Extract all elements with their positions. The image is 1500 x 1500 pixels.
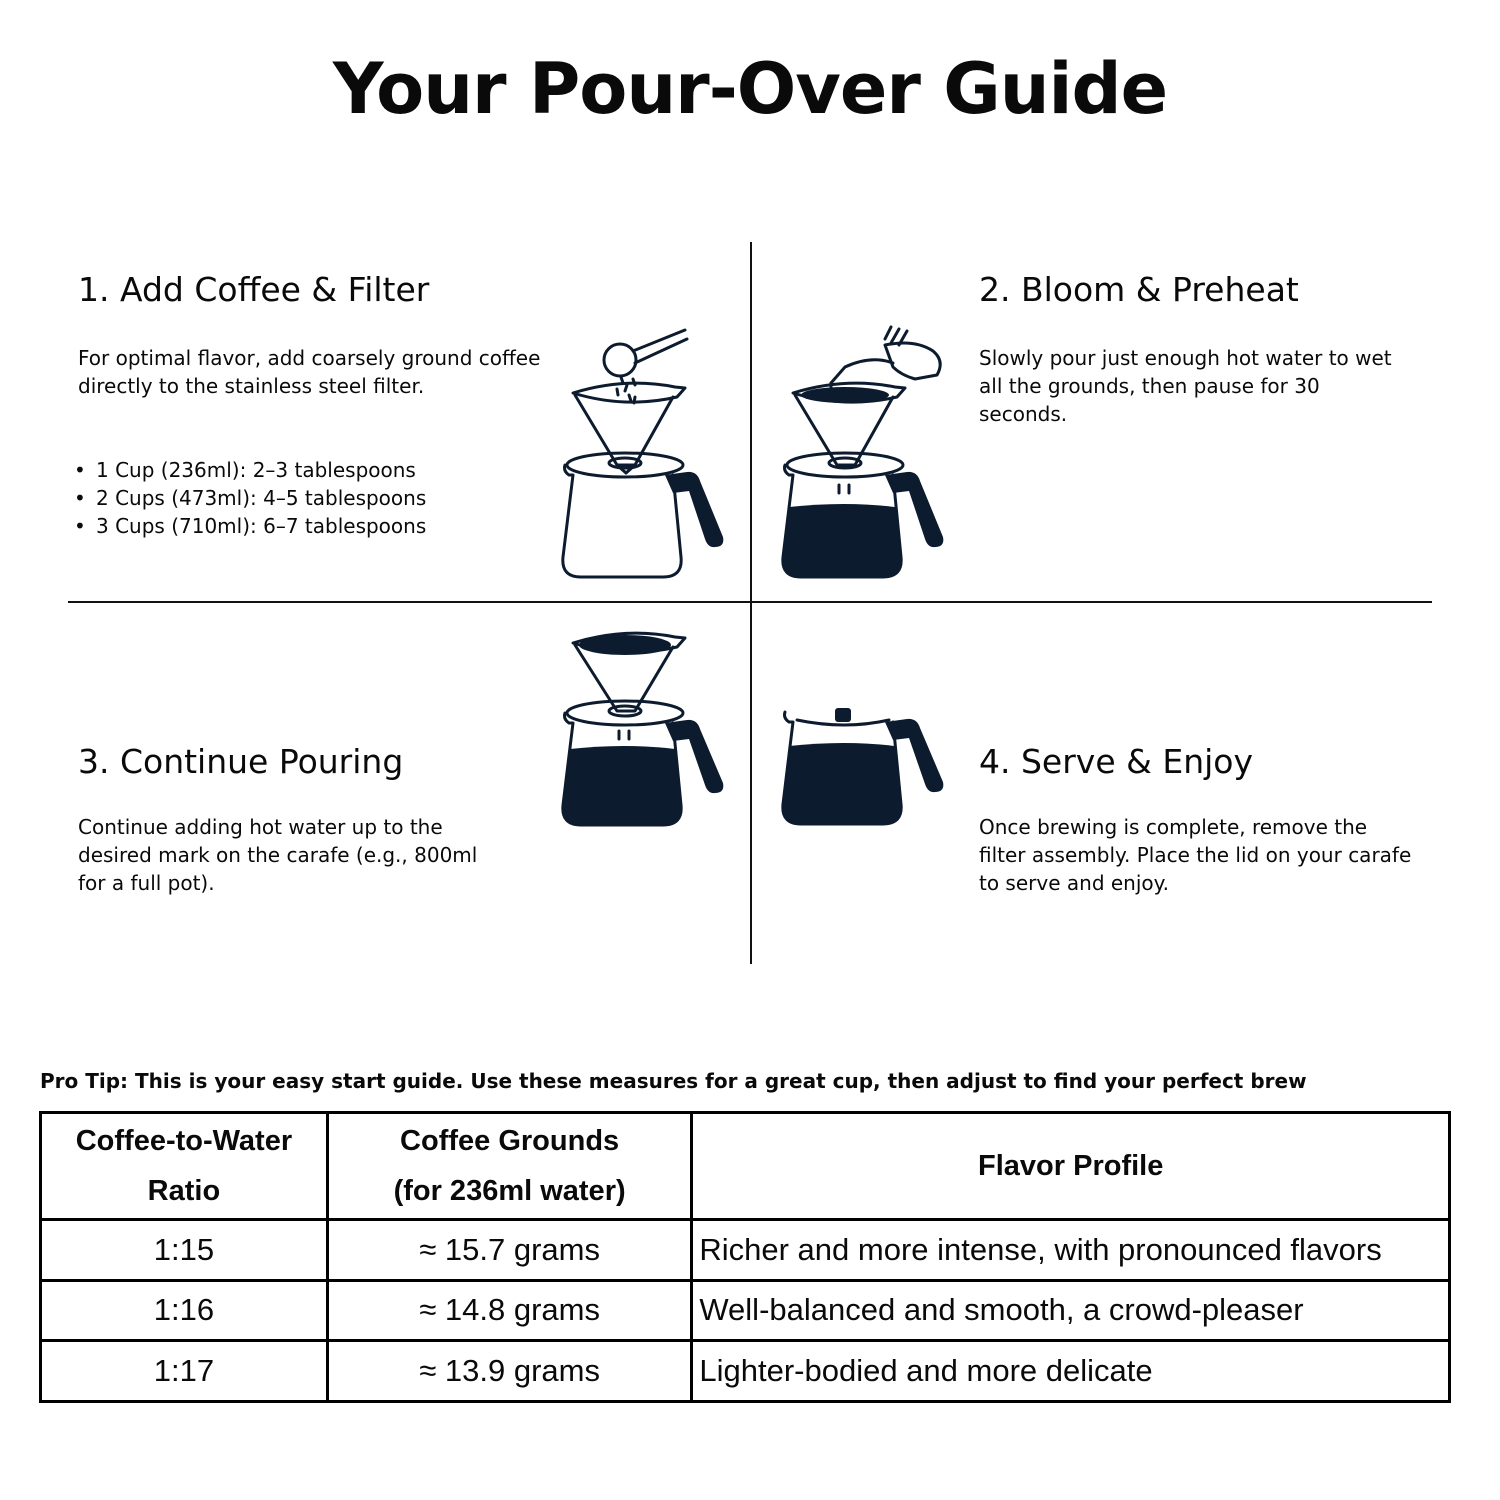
pro-tip: Pro Tip: This is your easy start guide. Use these measures for a great cup, then adjust to find your perfect brew: [40, 1069, 1307, 1093]
step-3-text: Continue adding hot water up to the desired mark on the carafe (e.g., 800ml for a full pot).: [78, 815, 478, 895]
step-1-bullet-list: [74, 456, 426, 540]
step-2-title: 2. Bloom & Preheat: [979, 270, 1299, 309]
vertical-divider: [750, 242, 752, 964]
header-flavor: Flavor Profile: [692, 1113, 1450, 1220]
table-row: [41, 1220, 1450, 1281]
bullet-item: • 2 Cups (473ml): 4–5 tablespoons: [74, 484, 426, 512]
step-2-text: Slowly pour just enough hot water to wet all the grounds, then pause for 30 seconds.: [979, 346, 1392, 426]
lidded-carafe-icon: [775, 700, 955, 835]
ratio-cell: 1:15: [41, 1220, 328, 1281]
horizontal-divider: [68, 601, 1432, 603]
grounds-cell: ≈ 13.9 grams: [327, 1341, 692, 1402]
brew-ratio-table: [39, 1111, 1451, 1403]
grounds-cell: ≈ 15.7 grams: [327, 1220, 692, 1281]
page-title: Your Pour-Over Guide: [332, 48, 1168, 130]
step-1-title: 1. Add Coffee & Filter: [78, 270, 430, 309]
bullet-item: • 3 Cups (710ml): 6–7 tablespoons: [74, 512, 426, 540]
grounds-cell: ≈ 14.8 grams: [327, 1280, 692, 1341]
header-ratio: Coffee-to-Water Ratio: [41, 1113, 328, 1220]
table-row: [41, 1341, 1450, 1402]
step-4-title: 4. Serve & Enjoy: [979, 742, 1253, 781]
table-header-row: [41, 1113, 1450, 1220]
flavor-cell: Well-balanced and smooth, a crowd-pleaser: [692, 1280, 1450, 1341]
step-3-title: 3. Continue Pouring: [78, 742, 404, 781]
table-row: [41, 1280, 1450, 1341]
ratio-cell: 1:17: [41, 1341, 328, 1402]
step-4-text: Once brewing is complete, remove the filter assembly. Place the lid on your carafe to serve and enjoy.: [979, 815, 1412, 895]
coffee-scoop-icon: [555, 325, 735, 585]
ratio-cell: 1:16: [41, 1280, 328, 1341]
bullet-item: • 1 Cup (236ml): 2–3 tablespoons: [74, 456, 426, 484]
flavor-cell: Richer and more intense, with pronounced flavors: [692, 1220, 1450, 1281]
pour-kettle-icon: [775, 325, 955, 585]
flavor-cell: Lighter-bodied and more delicate: [692, 1341, 1450, 1402]
step-1-text: For optimal flavor, add coarsely ground coffee directly to the stainless steel filter.: [78, 346, 541, 398]
pour-over-carafe-icon: [555, 625, 735, 835]
header-grounds: Coffee Grounds (for 236ml water): [327, 1113, 692, 1220]
